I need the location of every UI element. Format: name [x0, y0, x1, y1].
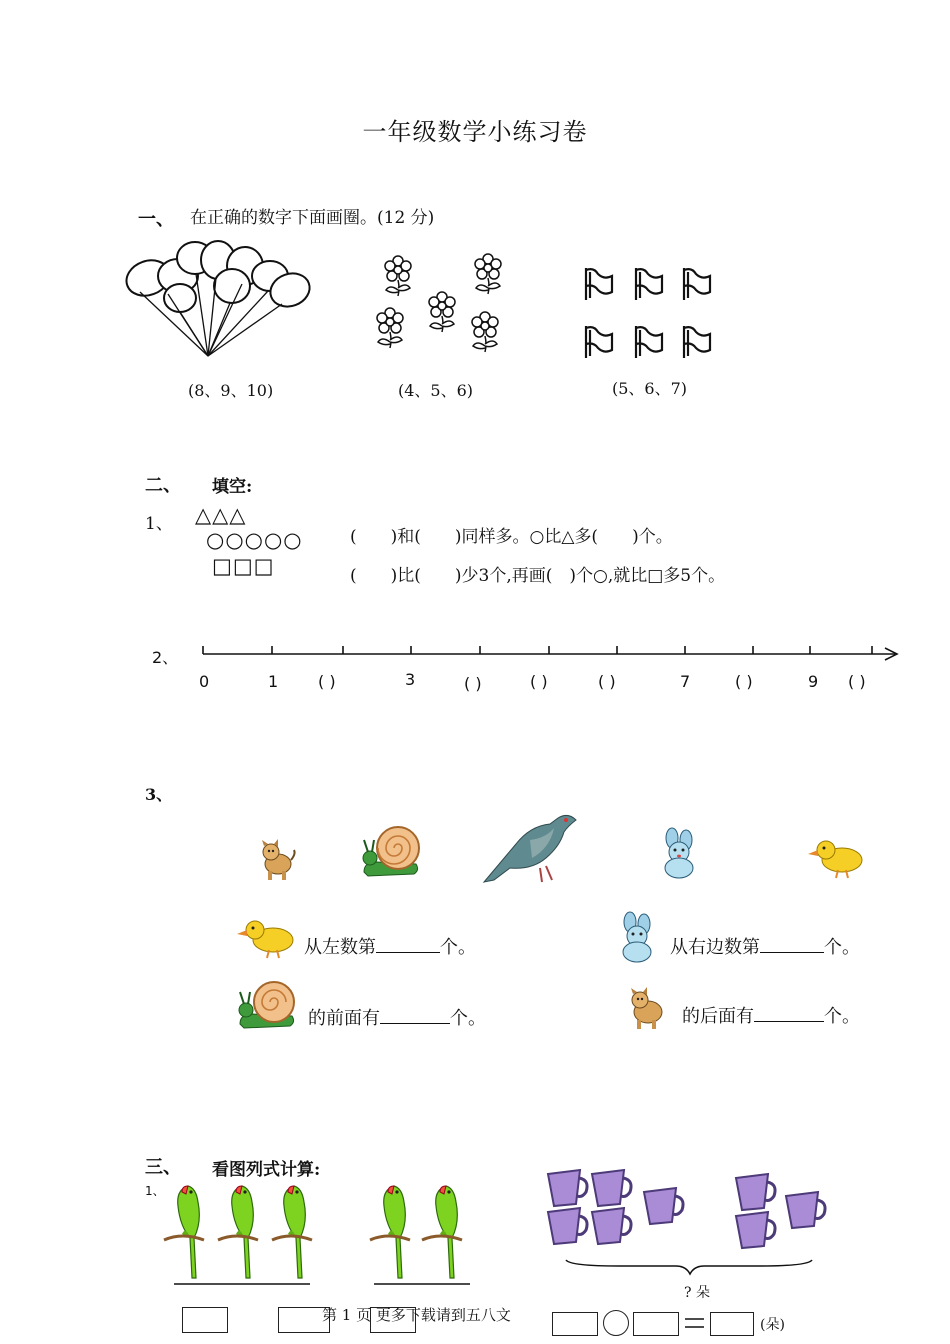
section1-number: 一、	[138, 209, 174, 230]
cups-illustration	[540, 1162, 840, 1282]
duck-small-icon	[235, 916, 297, 960]
dog-small-icon	[626, 986, 668, 1032]
q3-s2-text: 从右边数第	[670, 937, 760, 958]
nl-label-3: 3	[405, 670, 416, 689]
q3-statement-3	[308, 1004, 486, 1030]
circles-row: ○○○○○	[206, 528, 303, 552]
q3-blank-2[interactable]	[760, 938, 824, 953]
brace-label: ? 朵	[684, 1285, 710, 1301]
number-line	[195, 640, 905, 670]
nl-label-9: 9	[808, 672, 819, 691]
q3-number: 3、	[145, 785, 173, 804]
duck-icon	[808, 836, 864, 878]
q3-statement-2	[670, 933, 860, 959]
pigeon-icon	[480, 810, 580, 888]
snail-icon	[360, 822, 422, 880]
section3-heading: 看图列式计算:	[212, 1160, 321, 1180]
nl-label-7: 7	[680, 672, 691, 691]
q2-number: 2、	[152, 648, 179, 667]
eq-box-result[interactable]	[710, 1312, 754, 1336]
eq-operator-circle[interactable]	[603, 1310, 629, 1336]
nl-label-5: ( )	[530, 672, 548, 691]
answer-box-1[interactable]	[182, 1307, 228, 1333]
q3-blank-4[interactable]	[754, 1007, 824, 1022]
q3-s3-ge: 个。	[450, 1008, 486, 1029]
section3-number: 三、	[145, 1157, 181, 1178]
q3-s3-text: 的前面有	[308, 1008, 380, 1029]
footer-text: 第 1 页 更多下载请到五八文	[322, 1306, 511, 1324]
flags-illustration	[580, 262, 720, 362]
q3-blank-1[interactable]	[376, 938, 440, 953]
q3-statement-1	[304, 933, 476, 959]
dog-icon	[258, 838, 298, 884]
q1-number: 1、	[145, 514, 173, 534]
equals-sign	[684, 1316, 706, 1330]
q3-s2-ge: 个。	[824, 937, 860, 958]
section2-number: 二、	[145, 475, 181, 496]
triangles-row: △△△	[195, 503, 247, 527]
option-flowers: (4、5、6)	[398, 381, 474, 400]
section1-instruction: 在正确的数字下面画圈。(12 分)	[190, 208, 435, 228]
section3-q1-number: 1、	[145, 1184, 165, 1198]
q3-statement-4	[682, 1002, 860, 1028]
rabbit-icon	[656, 828, 702, 882]
nl-label-0: 0	[199, 672, 210, 691]
balloons-illustration	[120, 236, 320, 366]
q1-line1: ( )和( )同样多。○比△多( )个。	[350, 527, 673, 547]
squares-row: □□□	[212, 554, 275, 578]
parrots-illustration	[160, 1180, 490, 1290]
nl-label-4: ( )	[464, 674, 482, 693]
flowers-illustration	[370, 248, 520, 358]
nl-label-8: ( )	[735, 672, 753, 691]
unit-label: (朵)	[760, 1317, 785, 1333]
q3-blank-3[interactable]	[380, 1009, 450, 1024]
nl-label-1: 1	[268, 672, 279, 691]
eq-box-2[interactable]	[633, 1312, 679, 1336]
page-title: 一年级数学小练习卷	[362, 118, 588, 146]
section2-heading: 填空:	[212, 477, 253, 497]
nl-label-6: ( )	[598, 672, 616, 691]
option-balloons: (8、9、10)	[188, 381, 274, 400]
q3-s4-text: 的后面有	[682, 1006, 754, 1027]
option-flags: (5、6、7)	[612, 379, 688, 398]
nl-label-2: ( )	[318, 672, 336, 691]
eq-box-1[interactable]	[552, 1312, 598, 1336]
q3-s1-text: 从左数第	[304, 937, 376, 958]
snail-small-icon	[236, 976, 298, 1032]
rabbit-small-icon	[614, 912, 660, 964]
q1-line2: ( )比( )少3个,再画( )个○,就比□多5个。	[350, 566, 726, 586]
nl-label-10: ( )	[848, 672, 866, 691]
q3-s4-ge: 个。	[824, 1006, 860, 1027]
q3-s1-ge: 个。	[440, 937, 476, 958]
